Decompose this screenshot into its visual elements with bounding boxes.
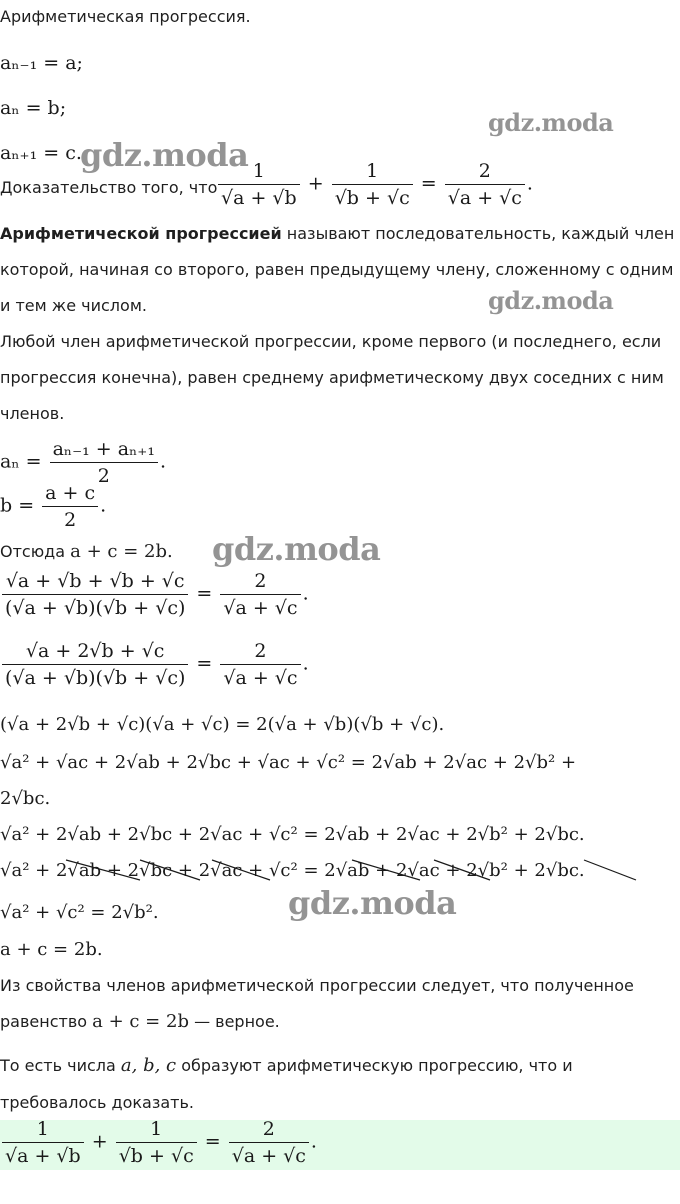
prove-label: Доказательство того, что <box>0 178 218 197</box>
watermark-1: gdz.moda <box>488 108 614 137</box>
watermark-4: gdz.moda <box>212 530 381 568</box>
step-5: √a² + 2√ab + 2√bc + 2√ac + √c² = 2√ab + 2√ac + 2√b² + 2√bc. <box>0 824 585 845</box>
section-title: Арифметическая прогрессия. <box>0 7 251 26</box>
strike-2 <box>140 860 200 880</box>
final-line-1: То есть числа a, b, c образуют арифметическую прогрессию, что и <box>0 1055 573 1076</box>
hence-line: Отсюда a + c = 2b. <box>0 541 173 562</box>
given-3: aₙ₊₁ = c. <box>0 142 82 164</box>
strike-6 <box>584 860 636 880</box>
step-4a: √a² + √ac + 2√ab + 2√bc + √ac + √c² = 2√ab + 2√ac + 2√b² + <box>0 752 577 773</box>
formula-an: aₙ = $\frac{\text{aₙ₋₁ + aₙ₊₁}}{2}$ . <box>0 438 166 487</box>
definition-line-2: которой, начиная со второго, равен предыдущему члену, сложенному с одним <box>0 260 674 279</box>
strike-4 <box>352 860 420 880</box>
given-2: aₙ = b; <box>0 97 67 119</box>
strike-marks <box>0 852 680 886</box>
step-4b: 2√bc. <box>0 788 51 809</box>
formula-b: b = $\frac{a + c}{2}$ . <box>0 482 107 531</box>
step-8: a + c = 2b. <box>0 939 103 960</box>
given-1: aₙ₋₁ = a; <box>0 52 83 74</box>
property-line-3: членов. <box>0 404 65 423</box>
strike-1 <box>66 860 140 880</box>
prove-formula: $\frac{1}{√a + √b}$ + $\frac{1}{√b + √c}$ = $\frac{2}{√a + √c}$ . <box>216 158 533 211</box>
strike-3 <box>212 860 270 880</box>
step-1: $\frac{√a + √b + √b + √c}{(√a + √b)(√b + √c)}$ = $\frac{2}{√a + √c}$ . <box>0 568 309 621</box>
property-line-2: прогрессия конечна), равен среднему арифметическому двух соседних с ним <box>0 368 664 387</box>
step-3: (√a + 2√b + √c)(√a + √c) = 2(√a + √b)(√b + √c). <box>0 714 445 735</box>
definition-line-3: и тем же числом. <box>0 296 147 315</box>
final-line-2: требовалось доказать. <box>0 1093 195 1112</box>
step-2: $\frac{√a + 2√b + √c}{(√a + √b)(√b + √c)}$ = $\frac{2}{√a + √c}$ . <box>0 638 309 691</box>
conclusion-line-2: равенство a + c = 2b — верное. <box>0 1011 280 1032</box>
strike-5 <box>434 860 490 880</box>
step-6: √a² + 2√ab + 2√bc + 2√ac + √c² = 2√ab + 2√ac + 2√b² + 2√bc. <box>0 860 585 881</box>
conclusion-line-1: Из свойства членов арифметической прогрессии следует, что полученное <box>0 976 634 995</box>
watermark-3: gdz.moda <box>488 286 614 315</box>
answer-formula: $\frac{1}{√a + √b}$ + $\frac{1}{√b + √c}$ = $\frac{2}{√a + √c}$ . <box>0 1116 317 1169</box>
watermark-5: gdz.moda <box>288 884 457 922</box>
definition-line-1: Арифметической прогрессией называют последовательность, каждый член <box>0 224 675 243</box>
step-7: √a² + √c² = 2√b². <box>0 902 159 923</box>
property-line-1: Любой член арифметической прогрессии, кроме первого (и последнего, если <box>0 332 662 351</box>
watermark-2: gdz.moda <box>80 136 249 174</box>
